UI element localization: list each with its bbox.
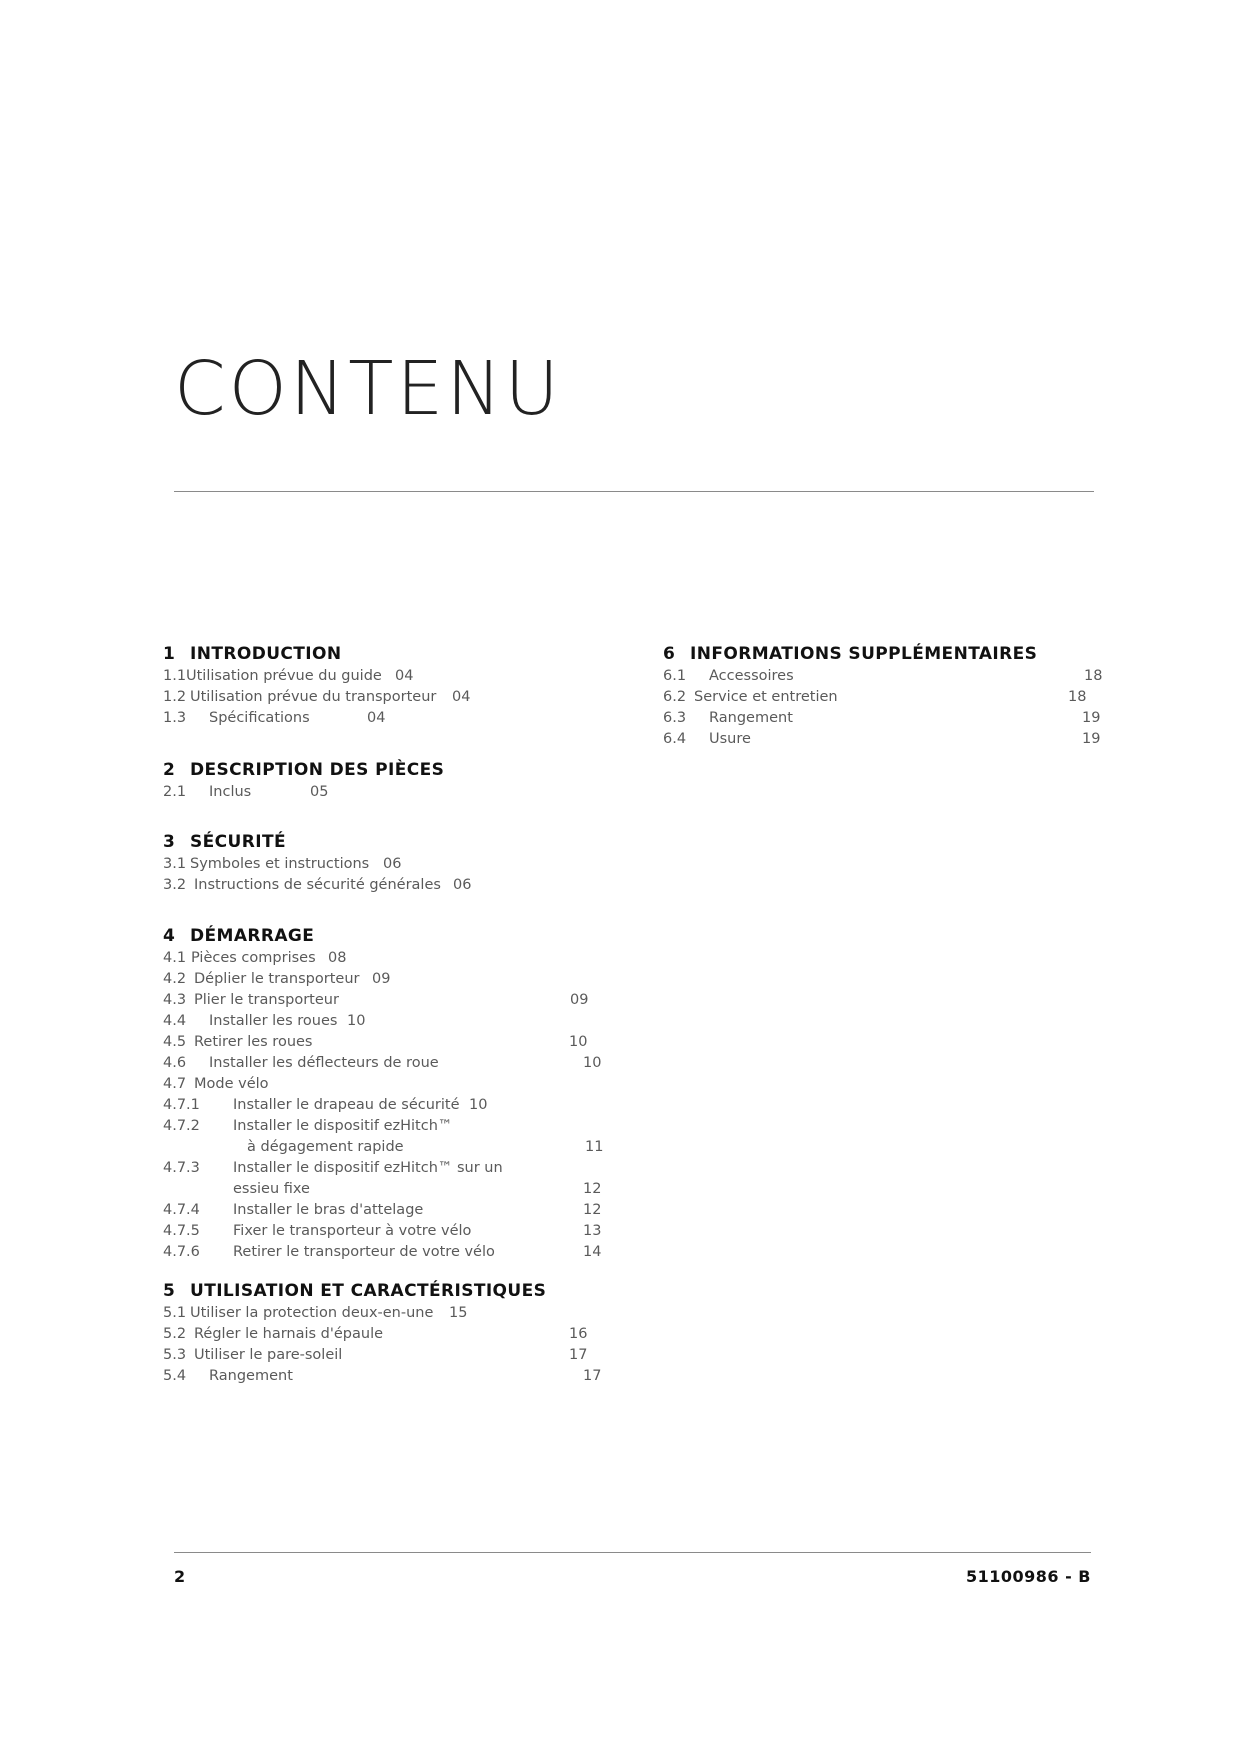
footer-divider — [174, 1552, 1091, 1553]
section-heading: 6 INFORMATIONS SUPPLÉMENTAIRES — [663, 644, 1038, 664]
section-heading: 1 INTRODUCTION — [163, 644, 342, 664]
section-heading: 4 DÉMARRAGE — [163, 926, 315, 946]
document-code: 51100986 - B — [965, 1567, 1091, 1586]
page-title: CONTENU — [174, 346, 562, 432]
section-heading: 5 UTILISATION ET CARACTÉRISTIQUES — [163, 1281, 547, 1301]
title-divider — [174, 491, 1094, 492]
page-number: 2 — [174, 1567, 186, 1586]
section-heading: 2 DESCRIPTION DES PIÈCES — [163, 760, 445, 780]
section-heading: 3 SÉCURITÉ — [163, 832, 286, 852]
